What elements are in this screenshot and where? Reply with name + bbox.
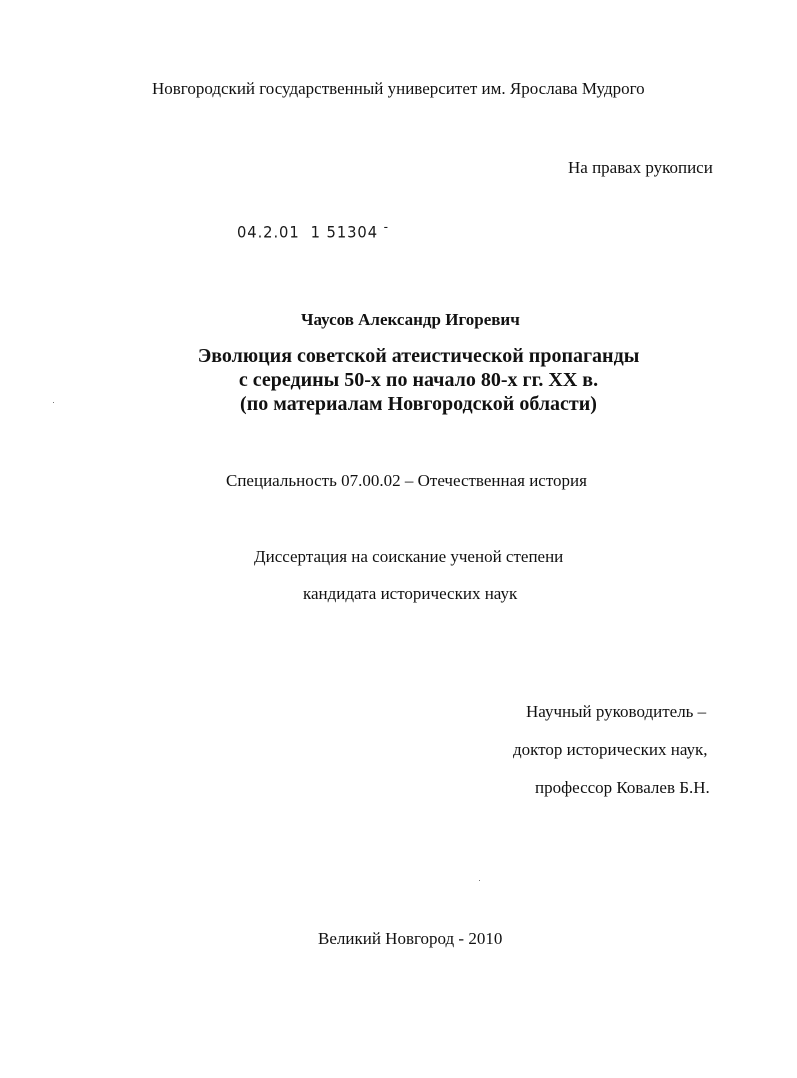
library-stamp <box>237 218 389 242</box>
title-line-3: (по материалам Новгородской области) <box>240 393 597 415</box>
city-year: Великий Новгород - 2010 <box>318 929 503 948</box>
title-line-1: Эволюция советской атеистической пропаганды <box>197 345 640 367</box>
stamp-code-right: 1 51304 <box>310 222 378 242</box>
scan-speck <box>53 402 54 403</box>
degree-line-1: Диссертация на соискание ученой степени <box>254 547 564 566</box>
specialty-line: Специальность 07.00.02 – Отечественная история <box>226 471 587 490</box>
scan-speck <box>479 880 480 881</box>
author-name: Чаусов Александр Игоревич <box>301 310 520 329</box>
supervisor-name: профессор Ковалев Б.Н. <box>535 778 710 797</box>
supervisor-label: Научный руководитель – <box>526 702 707 721</box>
degree-line-2: кандидата исторических наук <box>303 584 518 603</box>
stamp-code-left: 04.2.01 <box>237 222 300 242</box>
title-line-2: с середины 50-х по начало 80-х гг. XX в. <box>238 369 599 391</box>
supervisor-degree: доктор исторических наук, <box>513 740 708 759</box>
university-name: Новгородский государственный университет им. Ярослава Мудрого <box>152 79 645 98</box>
manuscript-rights-label: На правах рукописи <box>568 158 713 177</box>
dissertation-title <box>0 344 797 416</box>
stamp-mark: - <box>383 220 389 235</box>
